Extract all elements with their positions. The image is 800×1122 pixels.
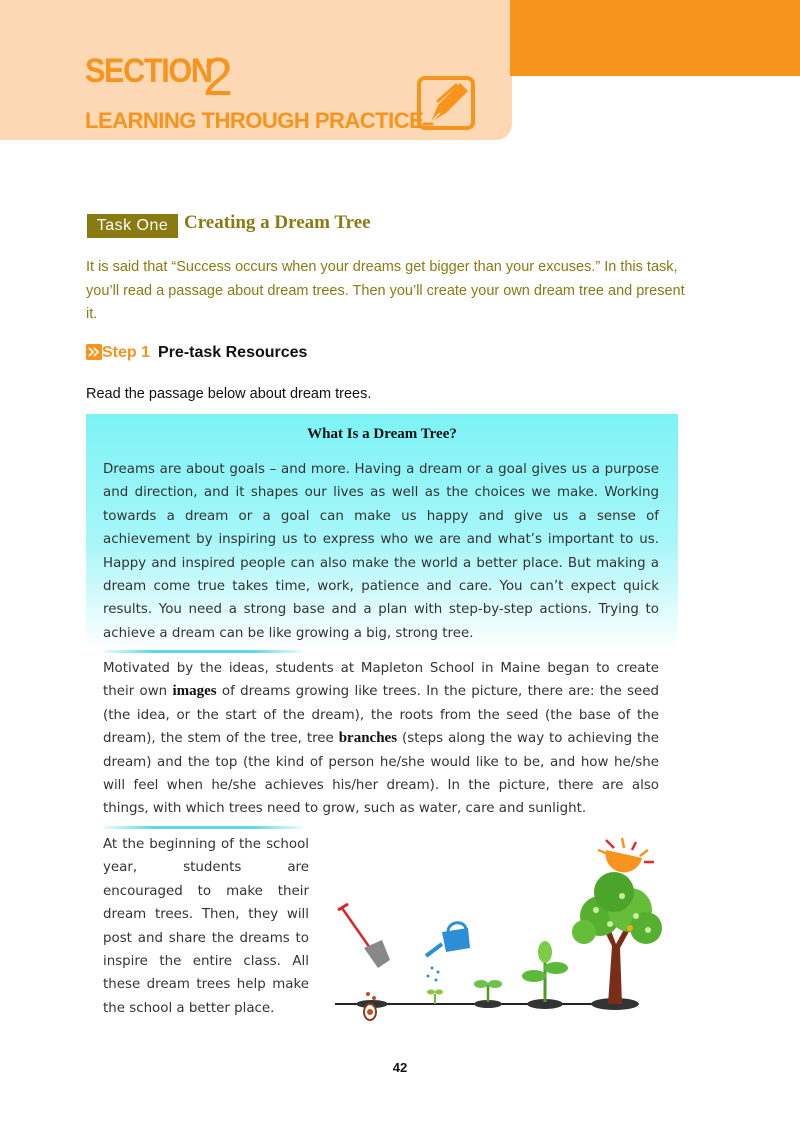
task-title: Creating a Dream Tree bbox=[184, 212, 371, 233]
double-chevron-icon bbox=[86, 344, 102, 360]
step-instruction: Read the passage below about dream trees. bbox=[86, 386, 372, 402]
paragraph-2-text-a: Motivated by the ideas, students at Mapleton School in Maine began to create their own bbox=[103, 661, 659, 700]
paragraph-2-text-b: of dreams growing like trees. In the picture, there are: the seed (the idea, or the start of the dream), the roots from the seed (the base of the dream), the stem of the tree, tree bbox=[103, 684, 659, 747]
passage-paragraph-2 bbox=[103, 657, 659, 821]
dream-tree-illustration bbox=[330, 836, 680, 1026]
cyan-divider bbox=[103, 826, 303, 829]
shovel-icon bbox=[338, 904, 390, 968]
passage-paragraph-1: Dreams are about goals – and more. Having a dream or a goal gives us a purpose and direction, and it shapes our lives as well as the choices we make. Working towards a dream or a goal can make us happy and give us a sense of achievement by inspiring us to express who we are and what’s important to us. Happy and inspired people can also make the world a better place. But making a dream come true takes time, work, patience and care. You can’t expect quick results. You need a strong base and a plan with step-by-step actions. Trying to achieve a dream can be like growing a big, strong tree. bbox=[103, 462, 659, 641]
step-number: Step 1 bbox=[102, 344, 151, 361]
seedling-icon bbox=[474, 980, 502, 1008]
section-subtitle: LEARNING THROUGH PRACTICE bbox=[85, 108, 424, 133]
section-word: SECTION bbox=[85, 52, 212, 90]
passage-title: What Is a Dream Tree? bbox=[307, 426, 457, 442]
step-title: Pre-task Resources bbox=[158, 344, 308, 361]
seed-icon bbox=[356, 992, 388, 1020]
watering-can-icon bbox=[426, 923, 470, 982]
tree-icon bbox=[572, 872, 662, 1010]
section-heading bbox=[85, 47, 234, 107]
keyword-images: images bbox=[172, 683, 217, 700]
sprout-icon bbox=[427, 990, 443, 1005]
young-plant-icon bbox=[522, 941, 568, 1009]
paragraph-2-text-c: (steps along the way to achieving the dream) and the top (the kind of person he/she would like to be, and how he/she will feel when he/she achieves his/her dream). In the picture, there are also things, with which trees need to grow, such as water, care and sunlight. bbox=[103, 731, 659, 817]
step-heading bbox=[86, 344, 307, 362]
section-number: 2 bbox=[203, 47, 234, 107]
keyword-branches: branches bbox=[338, 730, 398, 747]
task-badge: Task One bbox=[87, 214, 178, 238]
cyan-divider bbox=[103, 650, 303, 653]
page-number: 42 bbox=[392, 1060, 408, 1075]
fountain-pen-icon bbox=[416, 75, 476, 131]
sun-icon bbox=[598, 838, 654, 872]
task-intro: It is said that “Success occurs when your dreams get bigger than your excuses.” In this task, you’ll read a passage about dream trees. Then you’ll create your own dream tree and present it. bbox=[86, 259, 685, 322]
header-orange-tab bbox=[510, 0, 800, 76]
passage-paragraph-3: At the beginning of the school year, students are encouraged to make their dream trees. Then, they will post and share the dreams to inspire the entire class. All these dream trees help make the school a better place. bbox=[103, 837, 309, 1016]
